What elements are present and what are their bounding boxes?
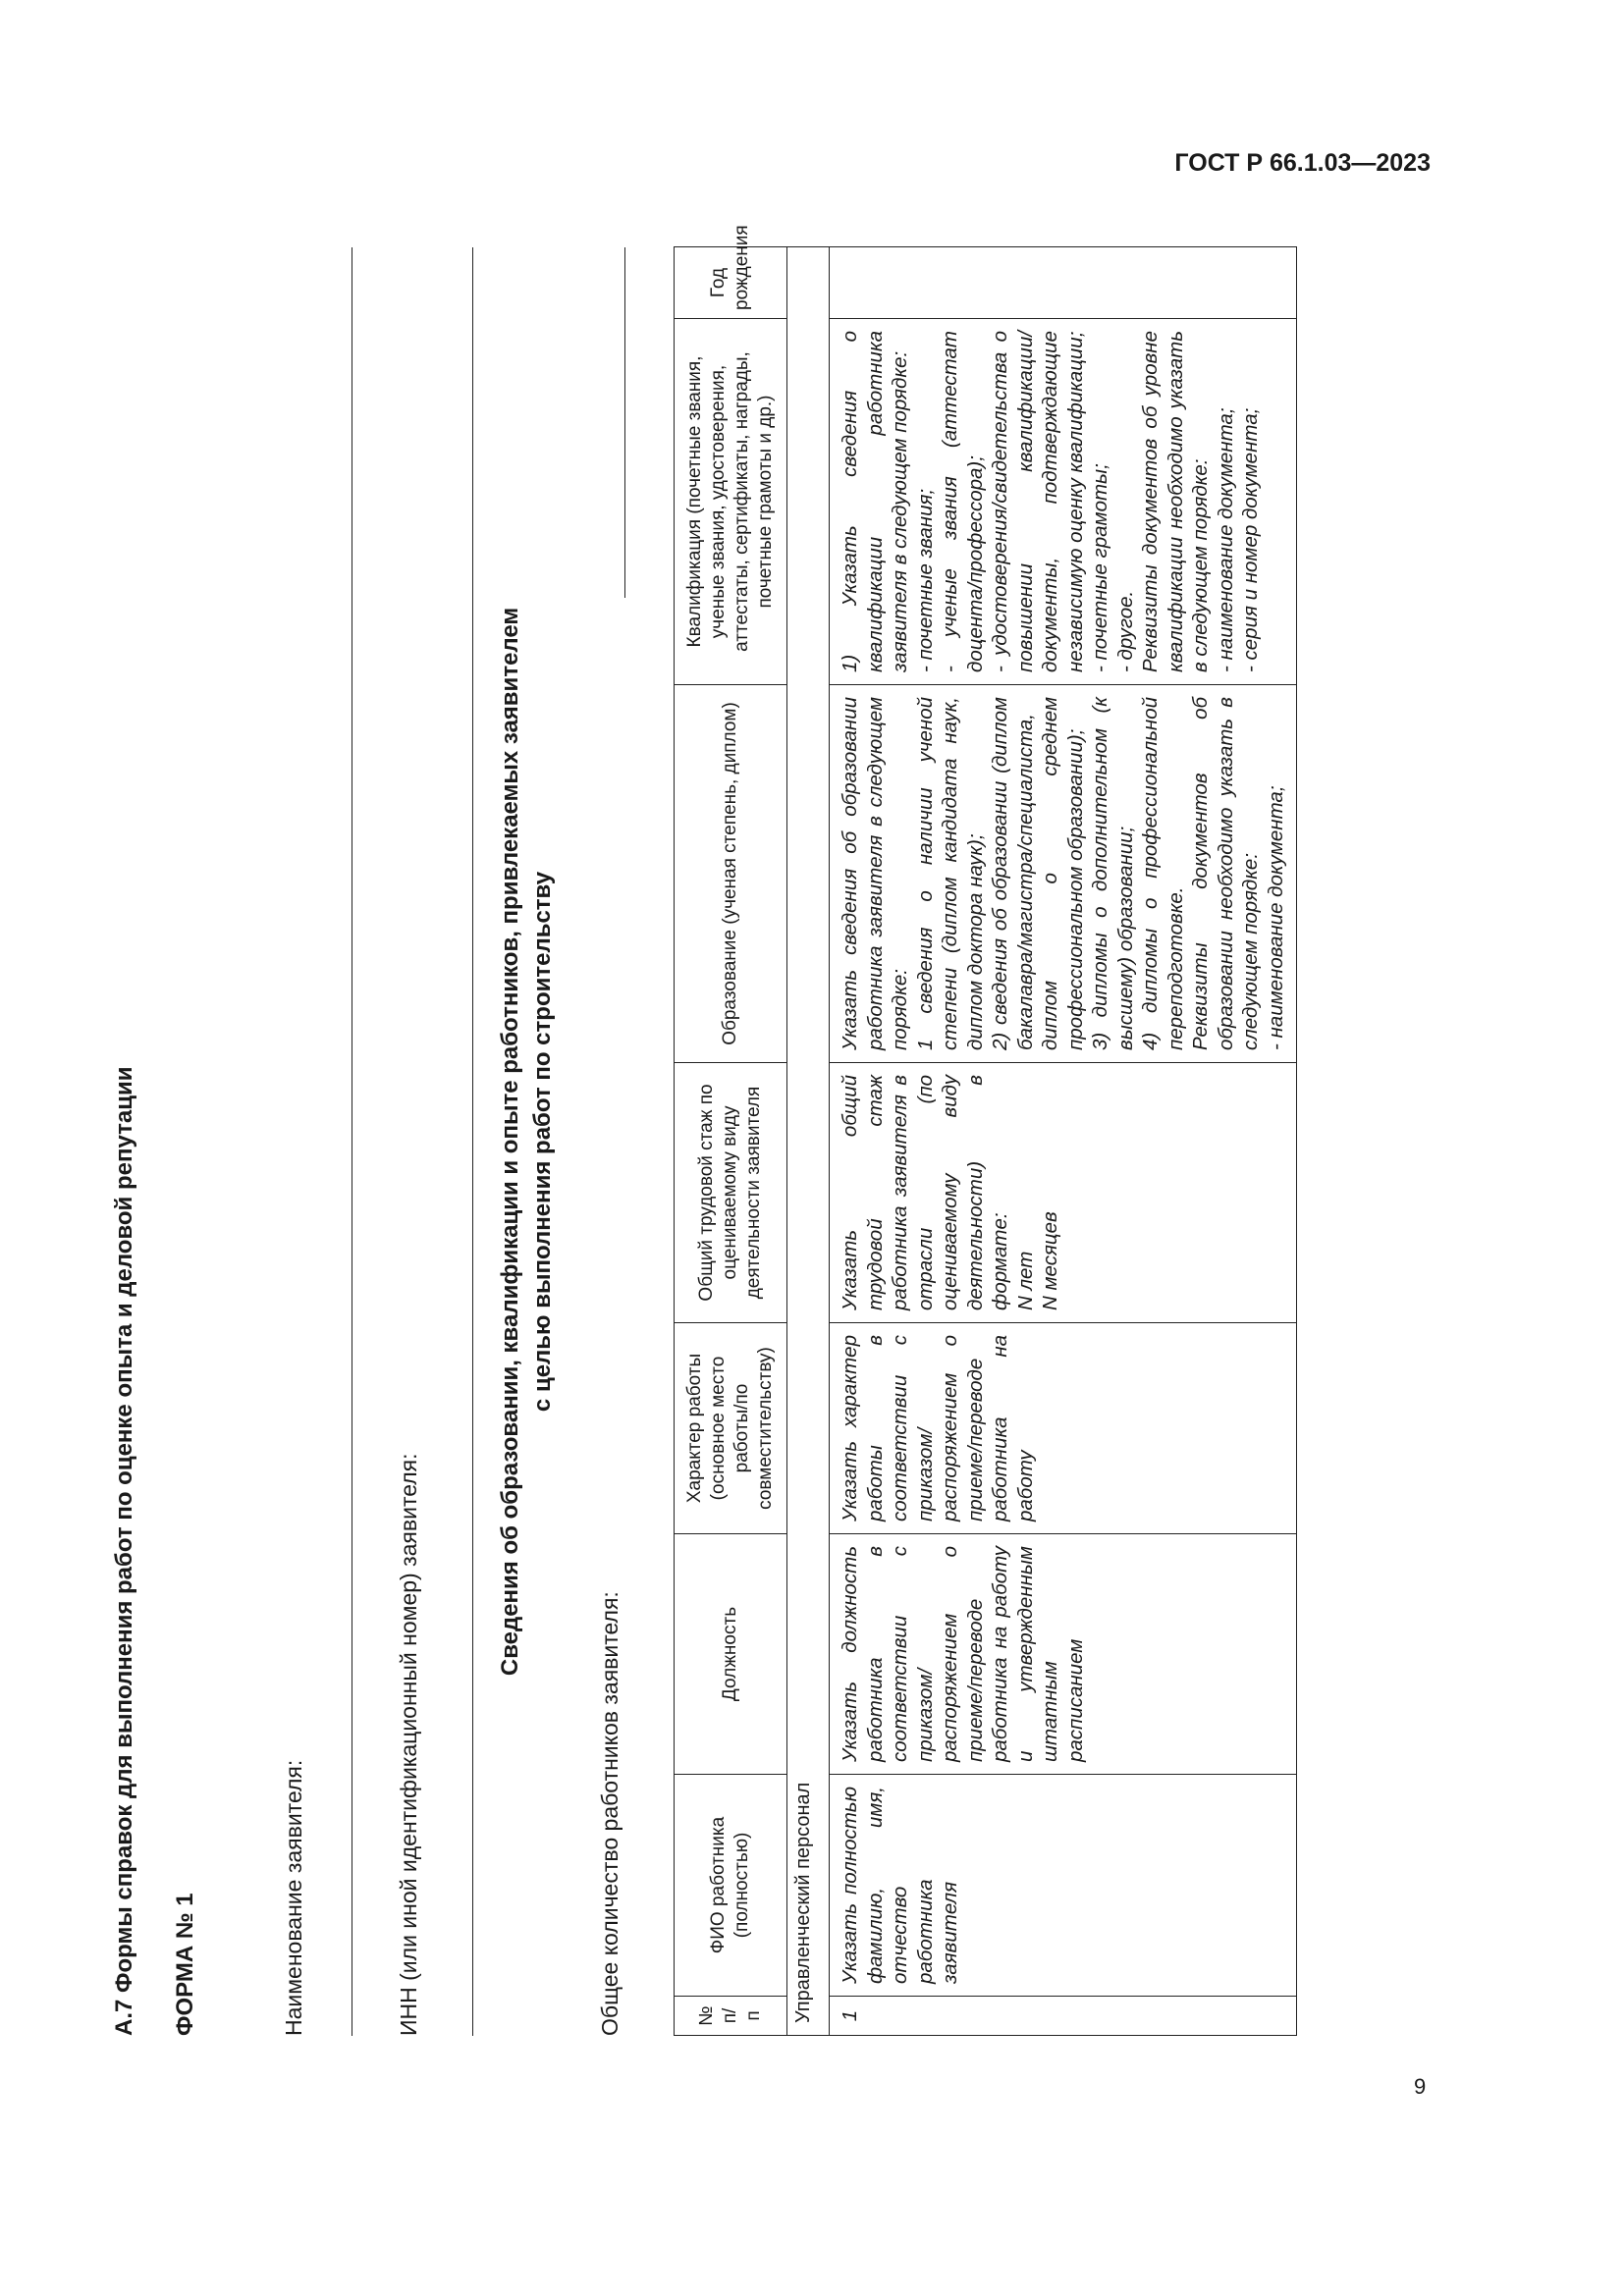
column-header-education: Образование (ученая степень, диплом): [675, 685, 787, 1063]
table-heading: [494, 247, 559, 2036]
section-title: А.7 Формы справок для выполнения работ по оценке опыта и деловой репутации: [111, 1066, 137, 2036]
column-header-work-type: Характер работы (основное место работы/по совместительству): [675, 1323, 787, 1534]
section-row-label: Управленческий персонал: [787, 247, 830, 2036]
cell-work-type: Указать характер работы в соответствии с приказом/распоряжением о приеме/переводе работника на работу: [830, 1323, 1297, 1534]
page-number: 9: [1414, 2074, 1427, 2099]
applicant-inn-line[interactable]: [472, 247, 473, 2036]
cell-education: Указать сведения об образовании работника заявителя в следующем порядке: 1 сведения о наличии ученой степени (диплом кандидата наук, диплом доктора наук); 2) сведения об образовании (диплом бакалавра/магистра/специалиста, диплом о среднем профессиональном образовании); 3) дипломы о дополнительном (к высшему) образовании; 4) дипломы о профессиональной переподготовке. Реквизиты документов об образовании необходимо указать в следующем порядке: - наименование документа;: [830, 685, 1297, 1063]
employees-table: [674, 225, 1297, 2036]
table-row: [830, 247, 1297, 2036]
cell-experience: Указать общий трудовой стаж работника заявителя в отрасли (по оцениваемому виду деятельности) в формате: N лет N месяцев: [830, 1063, 1297, 1323]
section-row: [787, 247, 830, 2036]
total-employees-label: Общее количество работников заявителя:: [597, 1591, 623, 2036]
column-header-experience: Общий трудовой стаж по оцениваемому виду деятельности заявителя: [675, 1063, 787, 1323]
cell-position: Указать должность работника в соответствии с приказом/распоряжением о приеме/переводе работника на работу и утвержденным штатным расписанием: [830, 1534, 1297, 1775]
table-header-row: [675, 247, 787, 2036]
total-employees-line[interactable]: [624, 247, 625, 598]
applicant-inn-label: ИНН (или иной идентификационный номер) заявителя:: [396, 1453, 421, 2036]
column-header-position: Должность: [675, 1534, 787, 1775]
cell-qualification: 1) Указать сведения о квалификации работника заявителя в следующем порядке: - почетные звания; - ученые звания (аттестат доцента/профессора); - удостоверения/свидетельства о повышении квалификации/документы, подтверждающие независимую оценку квалификации; - почетные грамоты; - другое. Реквизиты документов об уровне квалификации необходимо указать в следующем порядке: - наименование документа; - серия и номер документа;: [830, 319, 1297, 685]
form-title: ФОРМА № 1: [172, 1893, 198, 2036]
rotated-page-content: [101, 29, 1429, 2036]
column-header-qualification: Квалификация (почетные звания, ученые звания, удостоверения, аттестаты, сертификаты, награды, почетные грамоты и др.): [675, 319, 787, 685]
cell-fio: Указать полностью фамилию, имя, отчество работника заявителя: [830, 1775, 1297, 1997]
table-heading-line-2: с целью выполнения работ по строительству: [529, 871, 556, 1413]
column-header-fio: ФИО работника (полностью): [675, 1775, 787, 1997]
applicant-name-label: Наименование заявителя:: [281, 1759, 306, 2036]
document-code: ГОСТ Р 66.1.03—2023: [1174, 149, 1431, 177]
column-header-birth-year: Год рождения: [675, 247, 787, 319]
cell-num: 1: [830, 1997, 1297, 2036]
table-heading-line-1: Сведения об образовании, квалификации и опыте работников, привлекаемых заявителем: [497, 607, 523, 1677]
cell-birth-year: [830, 247, 1297, 319]
column-header-num: № п/п: [675, 1997, 787, 2036]
